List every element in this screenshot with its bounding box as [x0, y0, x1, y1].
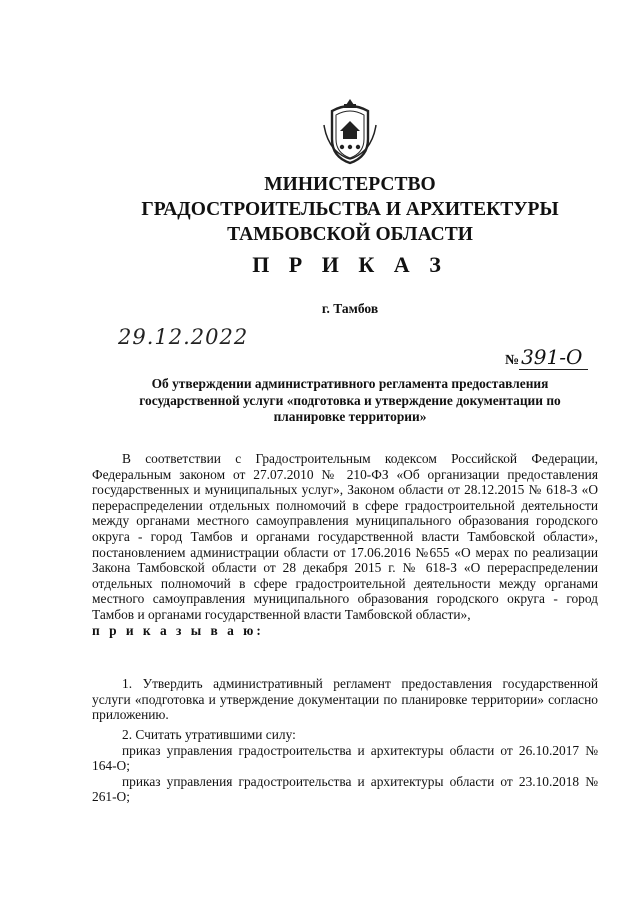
document-type-title: П Р И К А З [252, 252, 448, 277]
subject-line-3: планировке территории» [273, 409, 427, 424]
item-2-section [92, 727, 598, 805]
city-line: г. Тамбов [321, 301, 379, 316]
item-2b-paragraph: приказ управления градостроительства и архитектуры области от 23.10.2018 № 261-О; [92, 773, 598, 805]
document-subject [110, 376, 590, 426]
handwritten-number: 391-О [519, 345, 588, 370]
subject-line-1: Об утверждении административного регламента предоставления [151, 376, 549, 391]
org-line-1: МИНИСТЕРСТВО [264, 174, 436, 195]
subject-line-2: государственной услуги «подготовка и утверждение документации по [139, 392, 561, 408]
item-2a-paragraph: приказ управления градостроительства и архитектуры области от 26.10.2017 № 164-О; [92, 742, 598, 774]
order-number [505, 345, 588, 369]
number-prefix: № [505, 353, 520, 368]
tambov-coat-of-arms-icon [320, 95, 380, 167]
org-line-2: ГРАДОСТРОИТЕЛЬСТВА И АРХИТЕКТУРЫ [141, 199, 559, 220]
handwritten-date: 29.12.2022 [118, 325, 249, 349]
item-2-heading: 2. Считать утратившими силу: [122, 727, 296, 742]
organization-name [100, 172, 600, 247]
item-1-paragraph: 1. Утвердить административный регламент предоставления государственной услуги «подготовка и утверждение документации по планировке территории» согласно приложению. [92, 676, 598, 723]
preamble-text: В соответствии с Градостроительным кодексом Российской Федерации, Федеральным законом от 27.07.2010 № 210-ФЗ «Об организации предоставления государственных и муниципальных услуг», Законом области от 28.12.2015 № 618-З «О перераспределении отдельных полномочий в сфере градостроительной деятельности между органами местного самоуправления муниципального образования городского округа - город Тамбов и органами государственной власти Тамбовской области», постановлением администрации области от 17.06.2016 №655 «О мерах по реализации Закона Тамбовской области от 28 декабря 2015 г. № 618-З «О перераспределении отдельных полномочий в сфере градостроительной деятельности между органами местного самоуправления муниципального образования городского округа - город Тамбов и органами государственной власти Тамбовской области», [92, 451, 598, 622]
org-line-3: ТАМБОВСКОЙ ОБЛАСТИ [227, 224, 473, 245]
order-keyword: п р и к а з ы в а ю: [92, 622, 264, 638]
preamble-paragraph [92, 451, 598, 638]
